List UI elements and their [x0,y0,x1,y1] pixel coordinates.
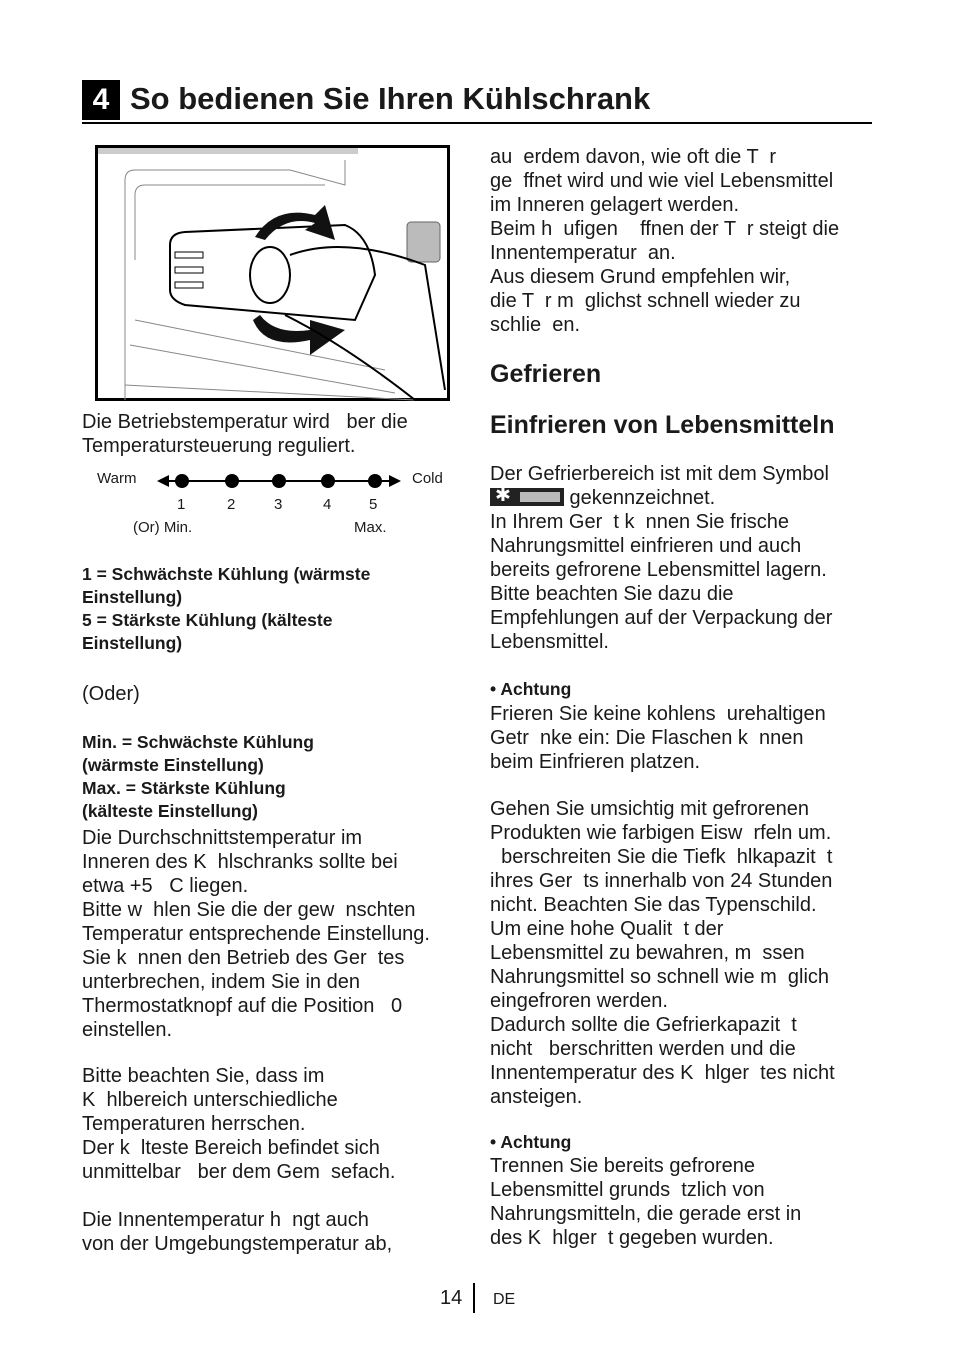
scale-warm-label: Warm [97,470,137,487]
subsection-heading: Einfrieren von Lebensmitteln [490,411,835,439]
note-title: • Achtung [490,1132,572,1152]
scale-number: 3 [274,496,283,513]
title-divider [82,122,872,124]
paragraph: Die Innentemperatur h ngt auch von der Umgebungstemperatur ab, [82,1209,393,1255]
thermostat-knob-illustration [95,145,450,401]
scale-dot [368,474,382,488]
scale-number: 1 [177,496,186,513]
language-code: DE [493,1291,516,1308]
setting-legend-numbers: 1 = Schwächste Kühlung (wärmste Einstellung) 5 = Stärkste Kühlung (kälteste Einstellung) [82,564,371,653]
intro-text: Die Betriebstemperatur wird ber die Temperatursteuerung reguliert. [82,411,408,457]
scale-min-label: (Or) Min. [133,519,193,536]
scale-number: 2 [227,496,236,513]
scale-cold-label: Cold [412,470,443,487]
note-title: • Achtung [490,679,572,699]
paragraph-line [490,486,715,510]
freezer-star-symbol-icon: ✱ [490,488,564,506]
arrow-right-icon [389,475,401,487]
paragraph: Bitte beachten Sie, dass im K hlbereich unterschiedliche Temperaturen herrschen. Der k lteste Bereich befindet sich unmittelbar ber dem Gem sefach. [82,1065,396,1183]
chapter-number: 4 [82,80,120,120]
page-number: 14 [440,1287,463,1309]
oder-text: (Oder) [82,683,140,705]
section-heading: Gefrieren [490,360,602,388]
scale-dot [272,474,286,488]
footer-divider [473,1283,475,1313]
scale-dot [175,474,189,488]
paragraph: au erdem davon, wie oft die T r ge ffnet wird und wie viel Lebensmittel im Inneren gelagert werden. Beim h ufigen ffnen der T r steigt die Innentemperatur an. Aus diesem Grund empfehlen wir, die T r m glichst schnell wieder zu schlie en. [490,146,840,336]
paragraph: In Ihrem Ger t k nnen Sie frische Nahrungsmittel einfrieren und auch bereits gefrorene Lebensmittel lagern. Bitte beachten Sie dazu die Empfehlungen auf der Verpackung der Lebensmittel. [490,511,833,653]
scale-number: 4 [323,496,332,513]
note-text: Frieren Sie keine kohlens urehaltigen Getr nke ein: Die Flaschen k nnen beim Einfrieren platzen. [490,703,826,773]
scale-line [155,471,405,491]
note-text: Trennen Sie bereits gefrorene Lebensmittel grunds tzlich von Nahrungsmitteln, die gerade erst in des K hlger t gegeben wurden. [490,1155,802,1249]
scale-number: 5 [369,496,378,513]
paragraph: Gehen Sie umsichtig mit gefrorenen Produkten wie farbigen Eisw rfeln um. berschreiten Sie die Tiefk hlkapazit t ihres Ger ts innerhalb von 24 Stunden nicht. Beachten Sie das Typenschild. Um eine hohe Qualit t der Lebensmittel zu bewahren, m ssen Nahrungsmittel so schnell wie m glich eingefroren werden. Dadurch sollte die Gefrierkapazit t nicht berschritten werden und die Innentemperatur des K hlger tes nicht ansteigen. [490,798,835,1108]
scale-max-label: Max. [354,519,387,536]
scale-dot [225,474,239,488]
symbol-caption: gekennzeichnet. [564,487,716,509]
scale-dot [321,474,335,488]
paragraph-line: Der Gefrierbereich ist mit dem Symbol [490,463,829,485]
page-title: So bedienen Sie Ihren Kühlschrank [130,81,651,116]
setting-legend-minmax: Min. = Schwächste Kühlung (wärmste Einstellung) Max. = Stärkste Kühlung (kälteste Einstellung) [82,732,314,821]
paragraph: Die Durchschnittstemperatur im Inneren des K hlschranks sollte bei etwa +5 C liegen. Bitte w hlen Sie die der gew nschten Temperatur entsprechende Einstellung. Sie k nnen den Betrieb des Ger tes unterbrechen, indem Sie in den Thermostatknopf auf die Position 0 einstellen. [82,827,430,1041]
arrow-left-icon [157,475,169,487]
